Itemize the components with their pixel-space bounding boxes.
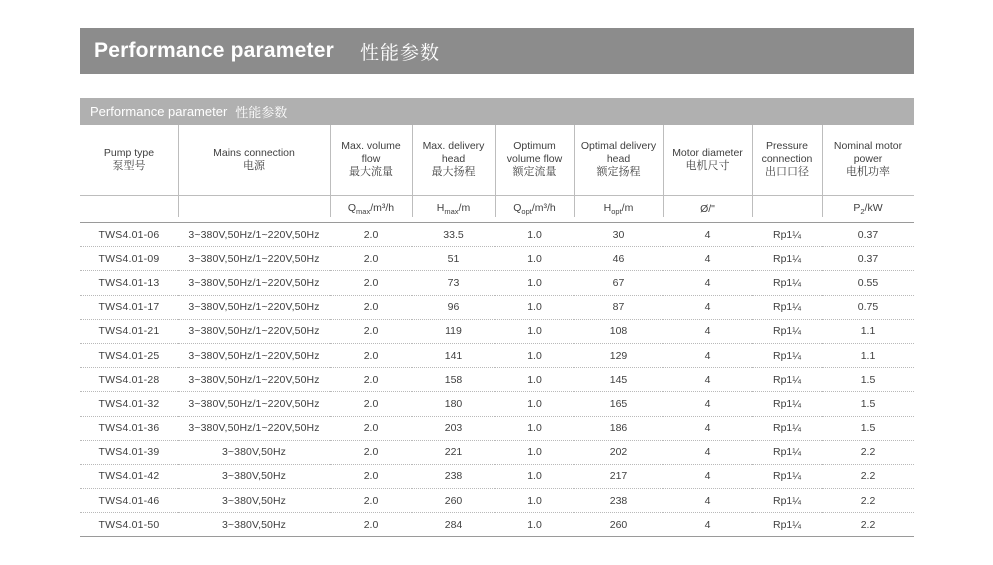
unit-rest: /m [458,201,471,214]
cell-max-volume-flow: 2.0 [330,440,412,464]
col-header-mains-connection-cn: 电源 [243,159,265,172]
cell-optimal-delivery-head: 202 [574,440,663,464]
cell-pressure-connection: Rp1¼ [752,464,822,488]
cell-max-delivery-head: 158 [412,368,495,392]
cell-max-volume-flow: 2.0 [330,247,412,271]
cell-motor-diameter: 4 [663,247,752,271]
cell-max-volume-flow: 2.0 [330,392,412,416]
cell-pump-type: TWS4.01-39 [80,440,178,464]
table-row [80,247,914,271]
cell-pump-type: TWS4.01-25 [80,343,178,367]
table-row [80,440,914,464]
col-header-pressure-connection-cn: 出口口径 [765,166,809,179]
unit-rest: /m [621,201,634,214]
cell-nominal-motor-power: 1.1 [822,319,914,343]
cell-nominal-motor-power: 2.2 [822,489,914,513]
cell-motor-diameter: 4 [663,343,752,367]
cell-pressure-connection: Rp1¼ [752,319,822,343]
column-divider [663,125,664,217]
cell-pump-type: TWS4.01-32 [80,392,178,416]
cell-pump-type: TWS4.01-50 [80,513,178,537]
cell-optimum-volume-flow: 1.0 [495,319,574,343]
cell-optimum-volume-flow: 1.0 [495,368,574,392]
section-title-cn: 性能参数 [359,42,440,64]
table-row [80,416,914,440]
cell-motor-diameter: 4 [663,513,752,537]
spec-table-wrapper [80,125,914,537]
cell-pressure-connection: Rp1¼ [752,343,822,367]
header-row-titles [80,125,914,196]
unit-symbol: H [603,201,612,214]
col-unit-optimum-volume-flow [495,196,574,223]
column-divider [822,125,823,217]
cell-max-volume-flow: 2.0 [330,464,412,488]
cell-optimum-volume-flow: 1.0 [495,295,574,319]
col-unit-pump-type [80,196,178,223]
cell-max-delivery-head: 51 [412,247,495,271]
cell-optimum-volume-flow: 1.0 [495,343,574,367]
table-row [80,343,914,367]
col-header-max-delivery-head [412,125,495,196]
cell-mains-connection: 3~380V,50Hz [178,513,330,537]
cell-max-delivery-head: 141 [412,343,495,367]
cell-motor-diameter: 4 [663,295,752,319]
col-unit-pressure-connection [752,196,822,223]
cell-max-volume-flow: 2.0 [330,319,412,343]
col-unit-motor-diameter [663,196,752,223]
cell-pressure-connection: Rp1¼ [752,295,822,319]
cell-pressure-connection: Rp1¼ [752,368,822,392]
col-header-pressure-connection-en: Pressure connection [761,140,813,166]
cell-max-delivery-head: 260 [412,489,495,513]
col-unit-nominal-motor-power [822,196,914,223]
cell-pressure-connection: Rp1¼ [752,416,822,440]
cell-max-delivery-head: 119 [412,319,495,343]
cell-optimal-delivery-head: 46 [574,247,663,271]
cell-max-delivery-head: 284 [412,513,495,537]
column-divider [495,125,496,217]
cell-optimum-volume-flow: 1.0 [495,489,574,513]
col-unit-max-delivery-head [412,196,495,223]
cell-max-volume-flow: 2.0 [330,271,412,295]
cell-nominal-motor-power: 2.2 [822,464,914,488]
unit-rest: /kW [864,201,883,214]
col-unit-max-volume-flow [330,196,412,223]
unit-subscript: max [444,207,459,217]
unit-rest: /m³/h [531,201,556,214]
cell-optimum-volume-flow: 1.0 [495,440,574,464]
cell-pressure-connection: Rp1¼ [752,489,822,513]
cell-mains-connection: 3~380V,50Hz/1~220V,50Hz [178,416,330,440]
table-row [80,271,914,295]
cell-max-volume-flow: 2.0 [330,489,412,513]
cell-pump-type: TWS4.01-46 [80,489,178,513]
cell-max-delivery-head: 238 [412,464,495,488]
table-row [80,489,914,513]
cell-motor-diameter: 4 [663,392,752,416]
unit-subscript: 2 [860,207,865,217]
unit-rest: /m³/h [370,201,395,214]
cell-mains-connection: 3~380V,50Hz [178,464,330,488]
cell-optimal-delivery-head: 108 [574,319,663,343]
column-divider [412,125,413,217]
cell-max-volume-flow: 2.0 [330,368,412,392]
cell-nominal-motor-power: 0.55 [822,271,914,295]
cell-pressure-connection: Rp1¼ [752,513,822,537]
cell-pressure-connection: Rp1¼ [752,271,822,295]
table-row [80,392,914,416]
col-header-nominal-motor-power [822,125,914,196]
col-header-pump-type-en: Pump type [103,146,155,159]
cell-mains-connection: 3~380V,50Hz/1~220V,50Hz [178,343,330,367]
cell-pump-type: TWS4.01-09 [80,247,178,271]
col-header-optimal-delivery-head [574,125,663,196]
cell-nominal-motor-power: 0.75 [822,295,914,319]
header-row-units [80,196,914,223]
table-row [80,295,914,319]
column-divider [330,125,331,217]
cell-nominal-motor-power: 0.37 [822,223,914,247]
table-row [80,368,914,392]
cell-max-delivery-head: 203 [412,416,495,440]
cell-max-volume-flow: 2.0 [330,295,412,319]
column-divider [752,125,753,217]
section-title-band [80,28,914,74]
col-header-mains-connection [178,125,330,196]
col-header-optimal-delivery-head-en: Optimal delivery head [580,140,657,166]
cell-max-delivery-head: 221 [412,440,495,464]
section-title-en: Performance parameter [94,39,334,62]
table-row [80,513,914,537]
cell-optimal-delivery-head: 30 [574,223,663,247]
col-header-optimum-volume-flow [495,125,574,196]
cell-mains-connection: 3~380V,50Hz/1~220V,50Hz [178,368,330,392]
cell-nominal-motor-power: 0.37 [822,247,914,271]
cell-max-volume-flow: 2.0 [330,513,412,537]
cell-pump-type: TWS4.01-28 [80,368,178,392]
cell-pump-type: TWS4.01-36 [80,416,178,440]
col-header-max-volume-flow [330,125,412,196]
col-header-nominal-motor-power-en: Nominal motor power [833,140,903,166]
unit-subscript: max [356,207,371,217]
cell-nominal-motor-power: 2.2 [822,440,914,464]
col-header-nominal-motor-power-cn: 电机功率 [846,166,890,179]
col-header-optimum-volume-flow-en: Optimum volume flow [506,140,563,166]
table-caption-en: Performance parameter [90,104,228,119]
cell-mains-connection: 3~380V,50Hz/1~220V,50Hz [178,247,330,271]
cell-pressure-connection: Rp1¼ [752,223,822,247]
cell-optimal-delivery-head: 145 [574,368,663,392]
table-row [80,223,914,247]
col-header-max-volume-flow-cn: 最大流量 [349,166,393,179]
cell-motor-diameter: 4 [663,319,752,343]
cell-motor-diameter: 4 [663,489,752,513]
column-divider [178,125,179,217]
col-header-max-volume-flow-en: Max. volume flow [341,140,401,166]
cell-optimal-delivery-head: 260 [574,513,663,537]
cell-motor-diameter: 4 [663,416,752,440]
cell-max-delivery-head: 96 [412,295,495,319]
cell-mains-connection: 3~380V,50Hz/1~220V,50Hz [178,223,330,247]
table-caption-cn: 性能参数 [235,105,288,120]
col-header-pump-type-cn: 泵型号 [112,159,146,172]
unit-subscript: opt [611,207,622,217]
cell-optimal-delivery-head: 186 [574,416,663,440]
cell-max-volume-flow: 2.0 [330,343,412,367]
cell-optimum-volume-flow: 1.0 [495,247,574,271]
cell-optimum-volume-flow: 1.0 [495,223,574,247]
cell-pressure-connection: Rp1¼ [752,247,822,271]
cell-optimal-delivery-head: 87 [574,295,663,319]
unit-symbol: Q [513,201,522,214]
cell-max-volume-flow: 2.0 [330,416,412,440]
col-header-pump-type [80,125,178,196]
cell-pump-type: TWS4.01-17 [80,295,178,319]
col-header-optimum-volume-flow-cn: 额定流量 [512,166,557,179]
cell-nominal-motor-power: 2.2 [822,513,914,537]
cell-nominal-motor-power: 1.1 [822,343,914,367]
col-header-max-delivery-head-en: Max. delivery head [422,140,485,166]
cell-max-delivery-head: 73 [412,271,495,295]
table-row [80,319,914,343]
cell-pump-type: TWS4.01-42 [80,464,178,488]
cell-pressure-connection: Rp1¼ [752,392,822,416]
unit-symbol: P [853,201,861,214]
cell-pump-type: TWS4.01-13 [80,271,178,295]
col-header-optimal-delivery-head-cn: 额定扬程 [596,166,641,179]
cell-nominal-motor-power: 1.5 [822,392,914,416]
cell-pressure-connection: Rp1¼ [752,440,822,464]
cell-motor-diameter: 4 [663,223,752,247]
cell-mains-connection: 3~380V,50Hz/1~220V,50Hz [178,271,330,295]
cell-optimal-delivery-head: 238 [574,489,663,513]
col-header-motor-diameter [663,125,752,196]
cell-motor-diameter: 4 [663,271,752,295]
cell-nominal-motor-power: 1.5 [822,416,914,440]
cell-mains-connection: 3~380V,50Hz/1~220V,50Hz [178,319,330,343]
cell-motor-diameter: 4 [663,464,752,488]
col-unit-mains-connection [178,196,330,223]
cell-max-delivery-head: 180 [412,392,495,416]
unit-symbol: Q [347,201,357,214]
col-unit-optimal-delivery-head [574,196,663,223]
unit-subscript: opt [521,207,532,217]
cell-optimum-volume-flow: 1.0 [495,392,574,416]
col-header-max-delivery-head-cn: 最大扬程 [431,166,476,179]
table-row [80,464,914,488]
unit-symbol: Ø/" [700,203,715,215]
cell-optimum-volume-flow: 1.0 [495,464,574,488]
cell-motor-diameter: 4 [663,440,752,464]
cell-motor-diameter: 4 [663,368,752,392]
cell-pump-type: TWS4.01-06 [80,223,178,247]
cell-optimal-delivery-head: 67 [574,271,663,295]
col-header-motor-diameter-cn: 电机尺寸 [685,159,730,172]
table-caption-band [80,98,914,125]
spec-table-head [80,125,914,223]
unit-symbol: H [436,201,445,214]
cell-max-delivery-head: 33.5 [412,223,495,247]
cell-nominal-motor-power: 1.5 [822,368,914,392]
cell-optimal-delivery-head: 217 [574,464,663,488]
spec-table-body [80,223,914,537]
column-divider [574,125,575,217]
col-header-motor-diameter-en: Motor diameter [672,146,743,159]
cell-optimal-delivery-head: 165 [574,392,663,416]
cell-mains-connection: 3~380V,50Hz [178,489,330,513]
cell-optimum-volume-flow: 1.0 [495,416,574,440]
cell-pump-type: TWS4.01-21 [80,319,178,343]
col-header-mains-connection-en: Mains connection [213,146,295,159]
cell-optimum-volume-flow: 1.0 [495,271,574,295]
cell-mains-connection: 3~380V,50Hz [178,440,330,464]
cell-optimum-volume-flow: 1.0 [495,513,574,537]
cell-max-volume-flow: 2.0 [330,223,412,247]
col-header-pressure-connection [752,125,822,196]
spec-table [80,125,914,537]
cell-mains-connection: 3~380V,50Hz/1~220V,50Hz [178,392,330,416]
cell-optimal-delivery-head: 129 [574,343,663,367]
cell-mains-connection: 3~380V,50Hz/1~220V,50Hz [178,295,330,319]
